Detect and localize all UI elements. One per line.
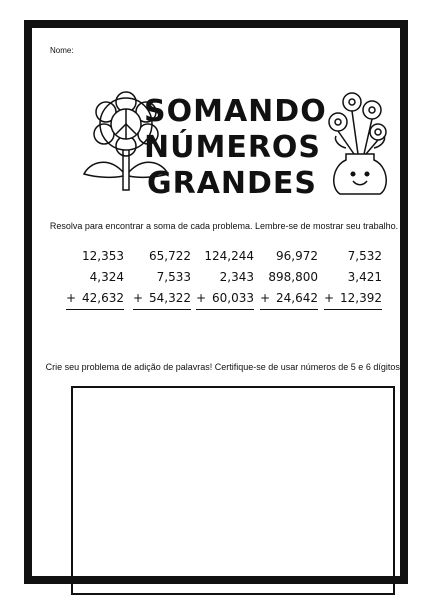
worksheet-title — [144, 94, 327, 202]
title-line-3: GRANDES — [146, 166, 318, 201]
addend-3: 54,322 — [149, 291, 191, 305]
addition-problem-2 — [133, 246, 191, 310]
name-label: Nome: — [50, 46, 74, 55]
addend-1: 124,244 — [204, 249, 254, 263]
plus-sign: + — [133, 291, 144, 305]
title-line-2: NÚMEROS — [144, 130, 322, 165]
addend-2: 7,533 — [156, 270, 191, 284]
addend-1: 7,532 — [347, 249, 382, 263]
plus-sign: + — [66, 291, 77, 305]
plus-sign: + — [260, 291, 271, 305]
addition-problem-1 — [66, 246, 124, 310]
addition-problem-3 — [196, 246, 254, 310]
addend-2: 4,324 — [89, 270, 124, 284]
addend-1: 12,353 — [82, 249, 124, 263]
addend-3: 12,392 — [340, 291, 382, 305]
addend-3: 42,632 — [82, 291, 124, 305]
addend-1: 65,722 — [149, 249, 191, 263]
plus-sign: + — [196, 291, 207, 305]
plus-sign: + — [324, 291, 335, 305]
addition-problem-4 — [260, 246, 318, 310]
instruction-create-problem: Crie seu problema de adição de palavras! Certifique-se de usar números de 5 e 6 dígitos. — [45, 362, 403, 372]
answer-box[interactable] — [71, 386, 395, 595]
addend-3: 60,033 — [212, 291, 254, 305]
addition-problem-5 — [324, 246, 382, 310]
addend-3: 24,642 — [276, 291, 318, 305]
addend-1: 96,972 — [276, 249, 318, 263]
addend-2: 898,800 — [268, 270, 318, 284]
instruction-solve: Resolva para encontrar a soma de cada problema. Lembre-se de mostrar seu trabalho. — [49, 221, 399, 231]
title-line-1: SOMANDO — [144, 94, 327, 129]
flower-vase-icon — [316, 88, 406, 198]
addend-2: 3,421 — [347, 270, 382, 284]
addend-2: 2,343 — [219, 270, 254, 284]
worksheet-page — [24, 20, 408, 584]
